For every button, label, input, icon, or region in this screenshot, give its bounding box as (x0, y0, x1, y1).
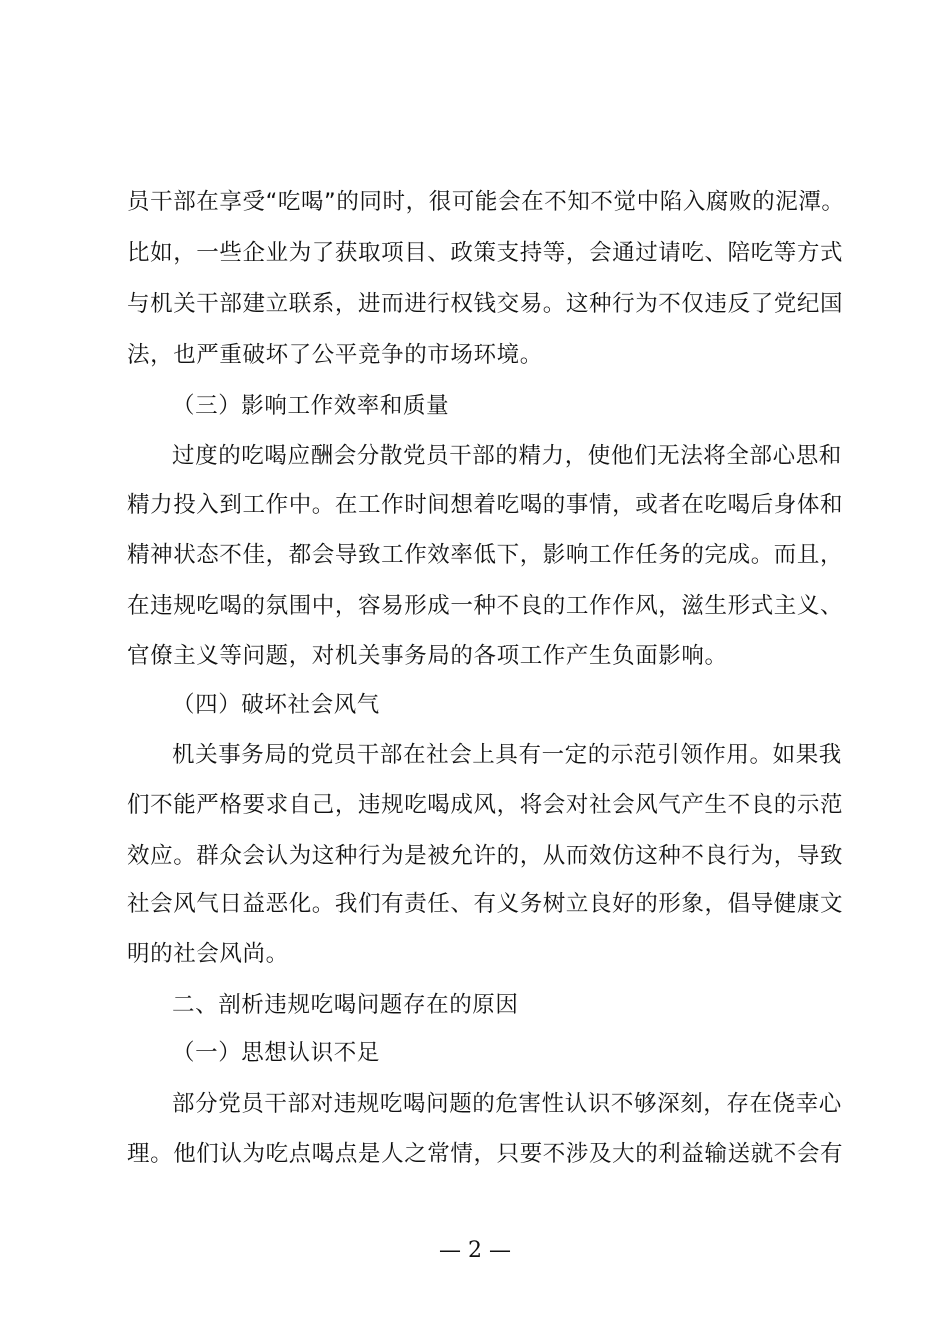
section-heading: （三）影响工作效率和质量 (172, 393, 450, 419)
body-text-line: 部分党员干部对违规吃喝问题的危害性认识不够深刻，存在侥幸心 (172, 1091, 842, 1117)
body-text-line: 效应。群众会认为这种行为是被允许的，从而效仿这种不良行为，导致 (127, 843, 844, 869)
body-text-line: 明的社会风尚。 (127, 941, 289, 967)
body-text-line: 精力投入到工作中。在工作时间想着吃喝的事情，或者在吃喝后身体和 (127, 492, 844, 518)
body-text-line: 比如，一些企业为了获取项目、政策支持等，会通过请吃、陪吃等方式 (127, 240, 844, 266)
body-text-line: 法，也严重破坏了公平竞争的市场环境。 (127, 342, 543, 368)
section-heading: （四）破坏社会风气 (172, 692, 380, 718)
section-heading: （一）思想认识不足 (172, 1040, 380, 1066)
body-text-line: 们不能严格要求自己，违规吃喝成风，将会对社会风气产生不良的示范 (127, 792, 844, 818)
chapter-heading: 二、剖析违规吃喝问题存在的原因 (172, 992, 519, 1018)
body-text-line: 官僚主义等问题，对机关事务局的各项工作产生负面影响。 (127, 643, 728, 669)
body-text-line: 员干部在享受“吃喝”的同时，很可能会在不知不觉中陷入腐败的泥潭。 (127, 189, 845, 215)
body-text-line: 过度的吃喝应酬会分散党员干部的精力，使他们无法将全部心思和 (172, 443, 842, 469)
page-number: — 2 — (439, 1238, 511, 1263)
body-text-line: 精神状态不佳，都会导致工作效率低下，影响工作任务的完成。而且， (127, 542, 844, 568)
body-text-line: 与机关干部建立联系，进而进行权钱交易。这种行为不仅违反了党纪国 (127, 291, 844, 317)
body-text-line: 社会风气日益恶化。我们有责任、有义务树立良好的形象，倡导健康文 (127, 891, 844, 917)
body-text-line: 理。他们认为吃点喝点是人之常情，只要不涉及大的利益输送就不会有 (127, 1141, 844, 1167)
body-text-line: 机关事务局的党员干部在社会上具有一定的示范引领作用。如果我 (172, 742, 842, 768)
body-text-line: 在违规吃喝的氛围中，容易形成一种不良的工作作风，滋生形式主义、 (127, 593, 844, 619)
